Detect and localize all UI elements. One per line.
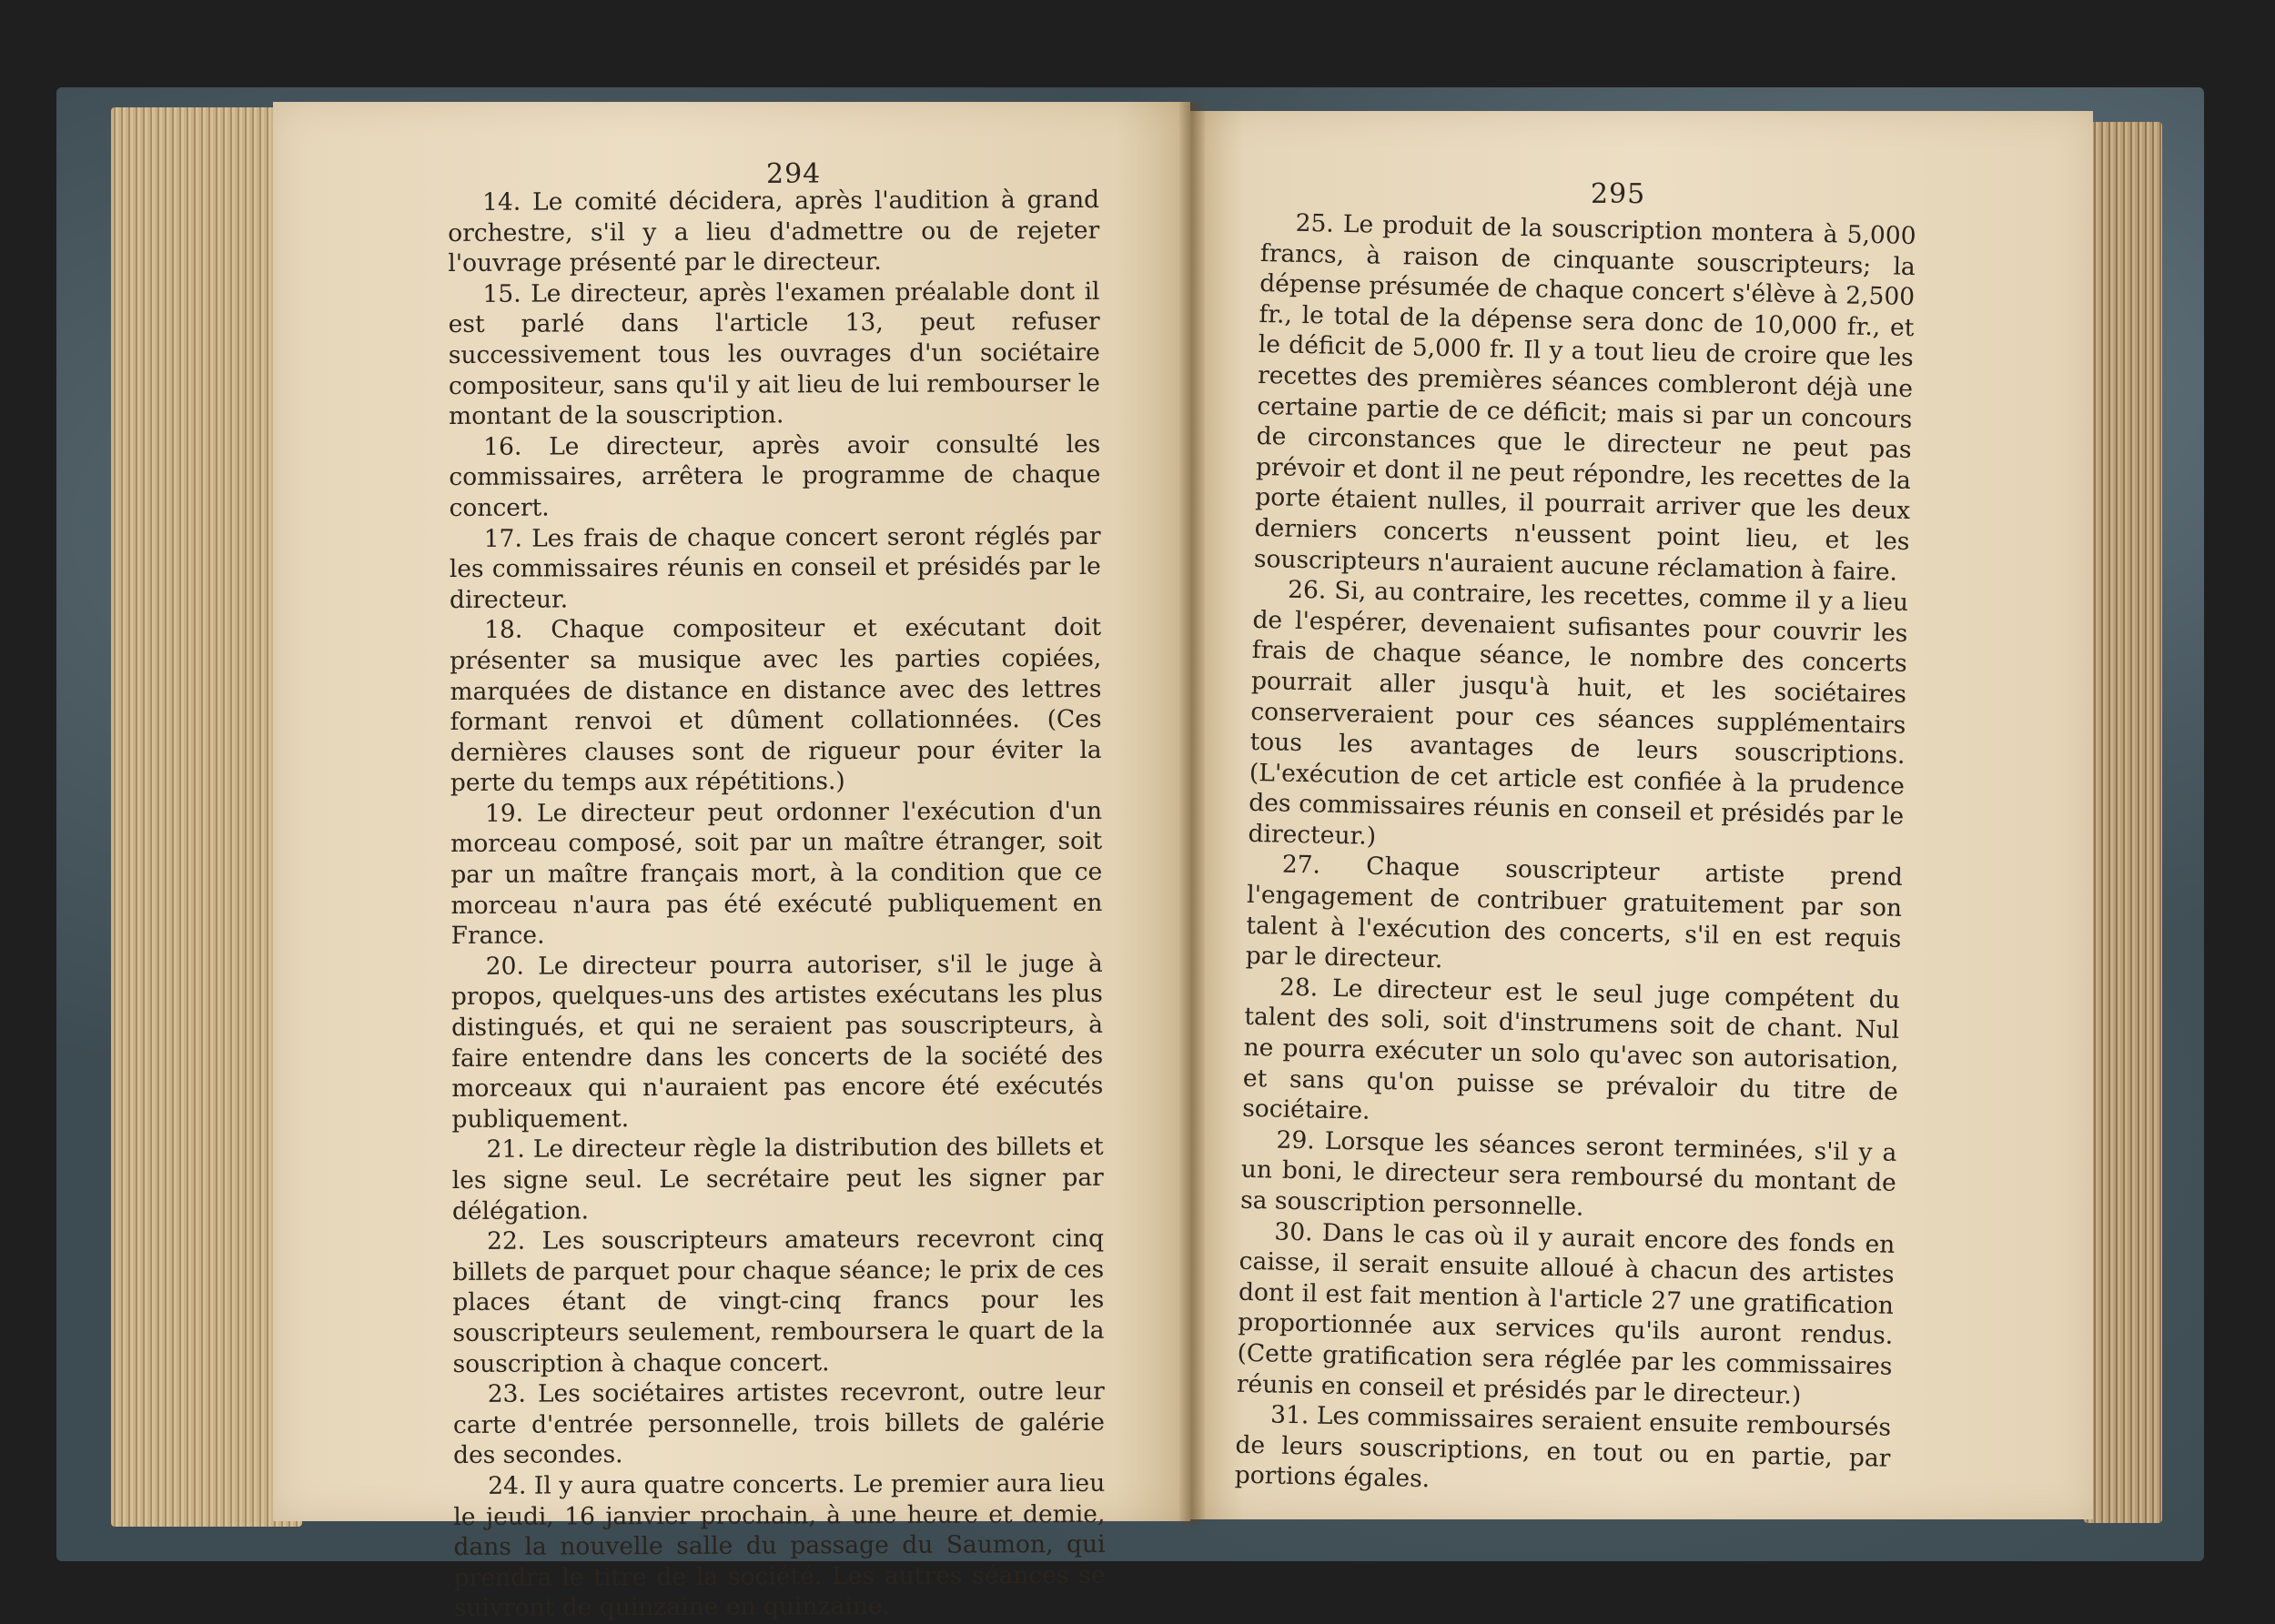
article-paragraph: 31. Les commissaires seraient ensuite remboursés de leurs souscriptions, en tout ou en partie, par portions égales.	[1234, 1400, 1892, 1494]
article-paragraph: 16. Le directeur, après avoir consulté les commissaires, arrêtera le programme de chaque concert.	[449, 429, 1101, 522]
article-paragraph: 29. Lorsque les séances seront terminées, s'il y a un boni, le directeur sera remboursé du montant de sa souscription personnelle.	[1239, 1125, 1897, 1222]
article-paragraph: 26. Si, au contraire, les recettes, comme il y a lieu de l'espérer, devenaient sufisantes pour couvrir les frais de chaque séance, le nombre des concerts pourrait aller jusqu'à huit, et les sociétaires conserveraient pour ces séances supplémentairs tous les avantages de leurs souscriptions. (L'exécution de cet article est confiée à la prudence des commissaires réunis en conseil et présidés par le directeur.)	[1248, 575, 1909, 851]
left-page-text	[448, 185, 1106, 1624]
article-paragraph: 22. Les souscripteurs amateurs recevront cinq billets de parquet pour chaque séance; le prix de ces places étant de vingt-cinq francs pour les souscripteurs seulement, remboursera le quart de la souscription à chaque concert.	[452, 1225, 1105, 1378]
article-paragraph: 20. Le directeur pourra autoriser, s'il le juge à propos, quelques-uns des artistes exécutans les plus distingués, et qui ne seraient pas souscripteurs, à faire entendre dans les concerts de la société des morceaux qui n'auraient pas encore été exécutés publiquement.	[450, 949, 1104, 1134]
article-paragraph: 23. Les sociétaires artistes recevront, outre leur carte d'entrée personnelle, trois billets de galérie des secondes.	[452, 1377, 1105, 1470]
article-paragraph: 17. Les frais de chaque concert seront réglés par les commissaires réunis en conseil et présidés par le directeur.	[449, 521, 1101, 614]
book-gutter	[1179, 102, 1205, 1525]
article-paragraph: 14. Le comité décidera, après l'audition à grand orchestre, s'il y a lieu d'admettre ou de rejeter l'ouvrage présenté par le directeur.	[448, 185, 1100, 278]
page-edges-right	[2084, 122, 2162, 1523]
article-paragraph: 28. Le directeur est le seul juge compétent du talent des soli, soit d'instrumens soit de chant. Nul ne pourra exécuter un solo qu'avec son autorisation, et sans qu'on puisse se prévaloir du titre de sociétaire.	[1241, 973, 1901, 1125]
left-page-number: 294	[766, 158, 822, 190]
right-page-text	[1234, 207, 1916, 1505]
article-paragraph: 19. Le directeur peut ordonner l'exécution d'un morceau composé, soit par un maître étranger, soit par un maître français mort, à la condition que ce morceau n'aura pas été exécuté publiquement en France.	[450, 796, 1103, 951]
article-paragraph: 24. Il y aura quatre concerts. Le premier aura lieu le jeudi, 16 janvier prochain, à une heure et demie, dans la nouvelle salle du passage du Saumon, qui prendra le titre de la société. Les autres séances se suivront de quinzaine en quinzaine.	[453, 1468, 1106, 1623]
right-page-number: 295	[1591, 178, 1646, 210]
article-paragraph: 30. Dans le cas où il y aurait encore des fonds en caisse, il serait ensuite alloué à chacun des artistes dont il est fait mention à l'article 27 une gratification proportionnée aux services qu'ils auront rendus. (Cette gratification sera réglée par les commissaires réunis en conseil et présidés par le directeur.)	[1236, 1217, 1896, 1410]
article-paragraph: 27. Chaque souscripteur artiste prend l'engagement de contribuer gratuitement par son talent à l'exécution des concerts, s'il en est requis par le directeur.	[1245, 851, 1904, 974]
article-paragraph: 15. Le directeur, après l'examen préalable dont il est parlé dans l'article 13, peut refuser successivement tous les ouvrages d'un sociétaire compositeur, sans qu'il y ait lieu de lui rembourser le montant de la souscription.	[448, 277, 1101, 431]
article-paragraph: 25. Le produit de la souscription montera à 5,000 francs, à raison de cinquante souscripteurs; la dépense présumée de chaque concert s'élève à 2,500 fr., le total de la dépense sera donc de 10,000 fr., et le déficit de 5,000 fr. Il y a tout lieu de croire que les recettes des premières séances combleront déjà une certaine partie de ce déficit; mais si par un concours de circonstances que le directeur ne peut pas prévoir et dont il ne peut répondre, les recettes de la porte étaient nulles, il pourrait arriver que les deux derniers concerts n'eussent point lieu, et les souscripteurs n'auraient aucune réclamation à faire.	[1253, 208, 1916, 587]
article-paragraph: 18. Chaque compositeur et exécutant doit présenter sa musique avec les parties copiées, marquées de distance en distance avec des lettres formant renvoi et dûment collationnées. (Ces dernières clauses sont de rigueur pour éviter la perte du temps aux répétitions.)	[450, 613, 1102, 798]
article-paragraph: 21. Le directeur règle la distribution des billets et les signe seul. Le secrétaire peut les signer par délégation.	[451, 1133, 1104, 1226]
